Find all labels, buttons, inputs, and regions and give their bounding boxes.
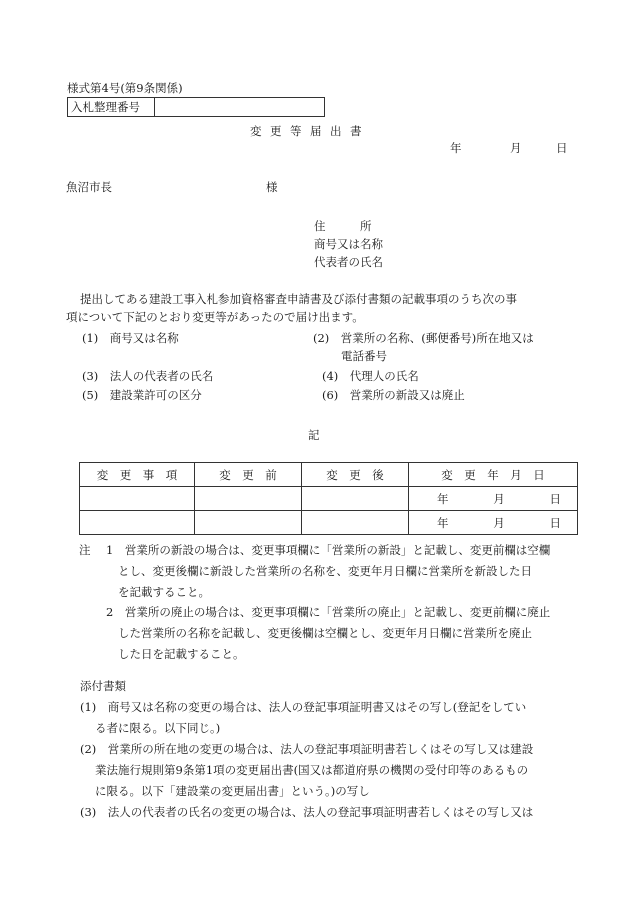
date-month: 月 [510, 141, 522, 155]
table-row [80, 487, 578, 511]
cell-before[interactable] [195, 487, 302, 511]
attachment-2-line-2: 業法施行規則第9条第1項の変更届出書(国又は都道府県の機関の受付印等のあるもの [95, 763, 529, 777]
option-1: (1) 商号又は名称 [82, 331, 179, 345]
row-date-month: 月 [493, 491, 505, 506]
note-2-line-1: 2 営業所の廃止の場合は、変更事項欄に「営業所の廃止」と記載し、変更前欄に廃止 [106, 605, 551, 619]
option-6: (6) 営業所の新設又は廃止 [322, 388, 465, 402]
intro-line-1: 提出してある建設工事入札参加資格審査申請書及び添付書類の記載事項のうち次の事 [80, 292, 517, 306]
attachment-2-line-1: (2) 営業所の所在地の変更の場合は、法人の登記事項証明書若しくはその写し又は建設 [80, 742, 534, 756]
changes-table [79, 462, 578, 535]
addressee: 魚沼市長 [66, 180, 112, 194]
attachments-title: 添付書類 [80, 679, 126, 693]
bid-number-field[interactable] [155, 98, 324, 116]
form-number: 様式第4号(第9条関係) [67, 81, 183, 95]
option-3: (3) 法人の代表者の氏名 [82, 369, 214, 383]
date-year: 年 [450, 141, 462, 155]
header-after: 変 更 後 [302, 463, 409, 487]
attachment-3-line-1: (3) 法人の代表者の氏名の変更の場合は、法人の登記事項証明書若しくはその写し又は [80, 805, 534, 819]
notes-mark: 注 [79, 543, 91, 557]
option-2-cont: 電話番号 [341, 349, 387, 363]
option-4: (4) 代理人の氏名 [322, 369, 419, 383]
applicant-company-label: 商号又は名称 [314, 237, 383, 251]
attachment-1-line-2: る者に限る。以下同じ。) [95, 721, 221, 735]
table-row [80, 511, 578, 535]
table-header-row [80, 463, 578, 487]
applicant-address-label: 住 所 [314, 219, 372, 233]
cell-change-item[interactable] [80, 487, 195, 511]
note-1-line-3: を記載すること。 [118, 585, 210, 599]
honorific: 様 [266, 180, 278, 194]
cell-before[interactable] [195, 511, 302, 535]
note-1-line-2: とし、変更後欄に新設した営業所の名称を、変更年月日欄に営業所を新設した日 [118, 564, 532, 578]
note-1-line-1: 1 営業所の新設の場合は、変更事項欄に「営業所の新設」と記載し、変更前欄は空欄 [106, 543, 551, 557]
date-day: 日 [556, 141, 568, 155]
row-date-day: 日 [549, 491, 561, 506]
cell-after[interactable] [302, 487, 409, 511]
option-2: (2) 営業所の名称、(郵便番号)所在地又は [313, 331, 534, 345]
row-date-day: 日 [549, 515, 561, 530]
attachment-1-line-1: (1) 商号又は名称の変更の場合は、法人の登記事項証明書又はその写し(登記をしてい [80, 700, 527, 714]
header-change-date: 変 更 年 月 日 [409, 463, 578, 487]
cell-change-date[interactable] [409, 511, 578, 535]
page-title: 変更等届出書 [250, 124, 370, 138]
bid-number-table [67, 97, 325, 117]
note-2-line-3: した日を記載すること。 [118, 647, 245, 661]
row-date-year: 年 [437, 515, 449, 530]
row-date-year: 年 [437, 491, 449, 506]
cell-change-date[interactable] [409, 487, 578, 511]
row-date-month: 月 [493, 515, 505, 530]
option-5: (5) 建設業許可の区分 [82, 388, 202, 402]
ki-heading: 記 [308, 428, 320, 442]
header-change-item: 変 更 事 項 [80, 463, 195, 487]
cell-after[interactable] [302, 511, 409, 535]
intro-line-2: 項について下記のとおり変更等があったので届け出ます。 [66, 310, 364, 324]
applicant-representative-label: 代表者の氏名 [314, 255, 383, 269]
bid-number-label: 入札整理番号 [68, 98, 155, 116]
submission-date [450, 140, 568, 156]
cell-change-item[interactable] [80, 511, 195, 535]
attachment-2-line-3: に限る。以下「建設業の変更届出書」という。)の写し [95, 784, 370, 798]
header-before: 変 更 前 [195, 463, 302, 487]
note-2-line-2: した営業所の名称を記載し、変更後欄は空欄とし、変更年月日欄に営業所を廃止 [118, 626, 532, 640]
